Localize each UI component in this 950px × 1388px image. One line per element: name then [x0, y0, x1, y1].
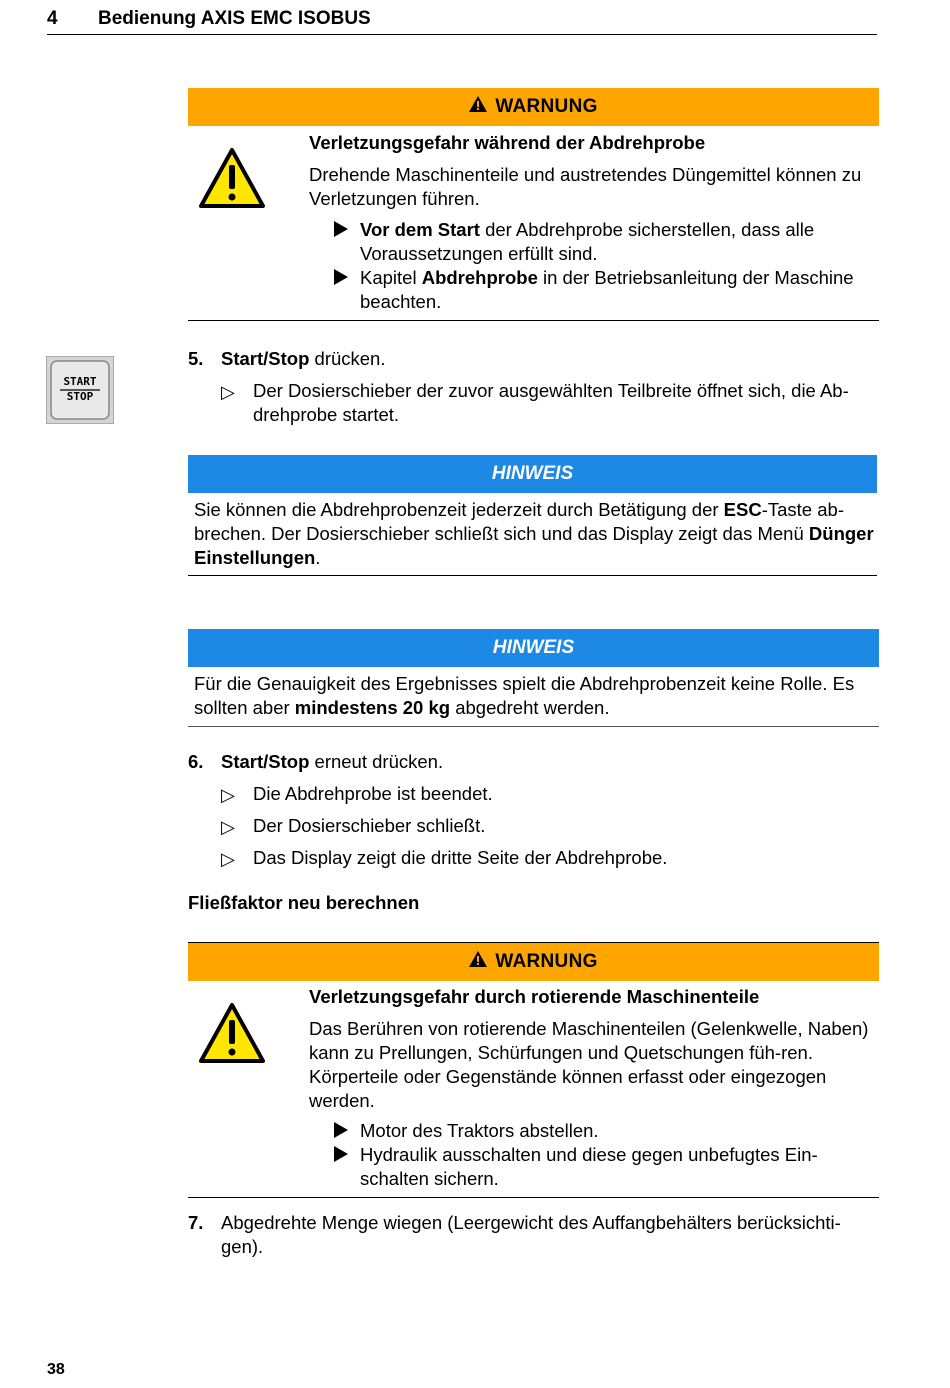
key-label-start: START — [63, 375, 97, 388]
arrow-bullet-icon — [334, 269, 348, 285]
step-6: 6. Start/Stop erneut drücken. — [188, 751, 444, 772]
step-result: ▷ Das Display zeigt die dritte Seite der Abdrehprobe. — [221, 847, 668, 869]
warning-heading: Verletzungsgefahr während der Abdrehprobe — [309, 132, 706, 153]
chapter-title: Bedienung AXIS EMC ISOBUS — [98, 8, 371, 29]
warning-small-icon — [469, 96, 487, 118]
hint-text: Sie können die Abdrehprobenzeit jederzeit durch Betätigung der ESC-Taste ab-brechen. Der Dosierschieber schließt sich und das Display zeigt das Menü Dünger Einstellungen. — [194, 499, 874, 568]
warning-bullet: Kapitel Abdrehprobe in der Betriebsanleitung der Maschine beachten. — [334, 266, 854, 314]
page-header — [47, 4, 877, 35]
warning-small-icon — [469, 951, 487, 973]
warning-box-1 — [188, 88, 879, 126]
result-arrow-icon: ▷ — [221, 785, 235, 805]
result-arrow-icon: ▷ — [221, 382, 235, 402]
step-7: 7. Abgedrehte Menge wiegen (Leergewicht des Auffangbehälters berücksichti-gen). — [188, 1212, 841, 1257]
warning-label: WARNUNG — [495, 951, 598, 972]
step-5: 5. Start/Stop drücken. — [188, 348, 386, 369]
start-stop-key-icon — [46, 356, 114, 424]
chapter-number: 4 — [47, 8, 58, 29]
step-result: ▷ Der Dosierschieber schließt. — [221, 815, 486, 837]
hint-bar: HINWEIS — [188, 629, 879, 667]
section-heading: Fließfaktor neu berechnen — [188, 892, 420, 913]
warning-bullet: Hydraulik ausschalten und diese gegen unbefugtes Ein-schalten sichern. — [334, 1143, 849, 1191]
warning-bullet: Vor dem Start der Abdrehprobe sicherstellen, dass alle Voraussetzungen erfüllt sind. — [334, 218, 854, 266]
page-number: 38 — [47, 1361, 65, 1378]
result-arrow-icon: ▷ — [221, 849, 235, 869]
hint-bar: HINWEIS — [188, 455, 877, 493]
divider — [188, 575, 877, 576]
hint-text: Für die Genauigkeit des Ergebnisses spielt die Abdrehprobenzeit keine Rolle. Es sollten aber mindestens 20 kg abgedreht werden. — [194, 673, 855, 718]
divider — [188, 320, 879, 321]
result-arrow-icon: ▷ — [221, 817, 235, 837]
warning-triangle-icon — [198, 1002, 266, 1069]
warning-triangle-icon — [198, 147, 266, 214]
warning-bar — [188, 943, 879, 981]
arrow-bullet-icon — [334, 1146, 348, 1162]
warning-label: WARNUNG — [495, 96, 598, 117]
warning-text: Drehende Maschinenteile und austretendes Düngemittel können zu Verletzungen führen. — [309, 164, 862, 209]
arrow-bullet-icon — [334, 221, 348, 237]
step-result: ▷ Der Dosierschieber der zuvor ausgewählten Teilbreite öffnet sich, die Ab-drehprobe startet. — [221, 380, 849, 425]
warning-bar — [188, 88, 879, 126]
key-label-stop: STOP — [66, 390, 94, 403]
warning-bullet: Motor des Traktors abstellen. — [334, 1119, 849, 1143]
warning-heading: Verletzungsgefahr durch rotierende Maschinenteile — [309, 986, 760, 1007]
step-result: ▷ Die Abdrehprobe ist beendet. — [221, 783, 493, 805]
divider — [188, 726, 879, 727]
arrow-bullet-icon — [334, 1122, 348, 1138]
divider — [188, 1197, 879, 1198]
warning-text: Das Berühren von rotierende Maschinenteilen (Gelenkwelle, Naben) kann zu Prellungen, Schürfungen und Quetschungen füh-ren. Körperteile oder Gegenstände können erfasst oder eingezogen werden. — [309, 1018, 869, 1111]
